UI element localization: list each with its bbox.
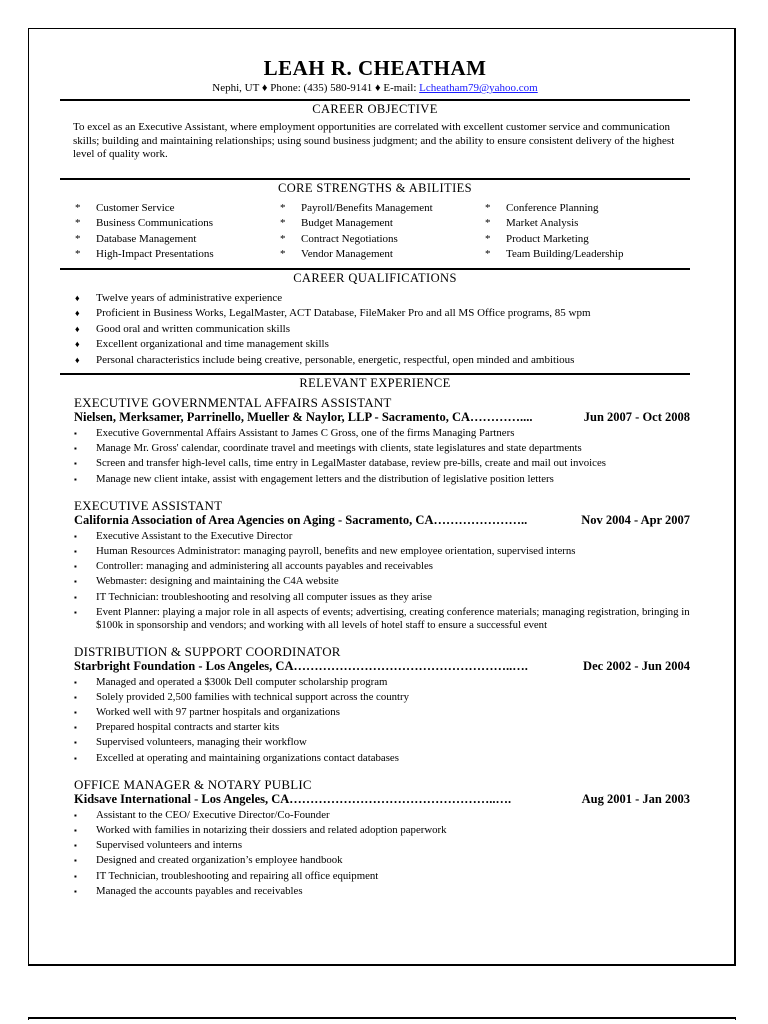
bullet-square: ▪ [74,607,77,617]
duty-item [74,853,690,868]
qualification-text: Proficient in Business Works, LegalMaster, ACT Database, FileMaker Pro and all MS Office programs, 85 wpm [96,307,591,319]
job-employer-line [74,410,690,425]
duty-item [74,544,690,559]
duty-item [74,426,690,441]
job-dates: Nov 2004 - Apr 2007 [581,512,690,527]
bullet-star: * [485,217,491,229]
duty-item [74,705,690,720]
phone: Phone: (435) 580-9141 [270,82,373,94]
bullet-square: ▪ [74,592,77,602]
job-employer: Kidsave International - Los Angeles, CA [74,791,290,806]
qualification-text: Excellent organizational and time management skills [96,338,329,350]
bullet-star: * [280,248,286,260]
bullet-square: ▪ [74,841,77,851]
objective-text: To excel as an Executive Assistant, where employment opportunities are correlated with excellent customer service and communication skills; building and maintaining relationships; using sound business judgment; and the ability to ensure consistent delivery of the highest level of quality work. [73,121,675,160]
duty-item [74,472,690,487]
duty-text: Manage new client intake, assist with engagement letters and the distribution of legislative position letters [96,472,554,485]
job-title: DISTRIBUTION & SUPPORT COORDINATOR [74,643,341,659]
bullet-square: ▪ [74,692,77,702]
bullet-square: ▪ [74,886,77,896]
job-entry [60,395,690,487]
job-entry [60,644,690,766]
bullet-square: ▪ [74,708,77,718]
contact-line [60,81,690,95]
job-employer: Nielsen, Merksamer, Parrinello, Mueller & Naylor, LLP - Sacramento, CA [74,410,470,424]
email-link[interactable]: Lcheatham79@yahoo.com [419,82,538,94]
duty-text: Worked with families in notarizing their dossiers and related adoption paperwork [96,824,447,837]
duty-item [74,690,690,705]
strength-label: High-Impact Presentations [96,248,214,260]
qualification-text: Personal characteristics include being creative, personable, energetic, respectful, open minded and ambitious [96,353,575,366]
job-title: OFFICE MANAGER & NOTARY PUBLIC [74,776,312,792]
strength-label: Team Building/Leadership [506,248,624,260]
duty-item [74,751,690,766]
bullet-star: * [280,201,286,214]
bullet-diamond: ♦ [75,323,80,334]
strength-item [485,201,690,217]
duty-text: Executive Assistant to the Executive Director [96,529,293,542]
job-employer-line [74,792,690,807]
section-heading-experience: RELEVANT EXPERIENCE [60,373,690,391]
bullet-square: ▪ [74,677,77,687]
strengths-column [485,201,690,263]
qualification-item [75,353,690,369]
duty-item [74,590,690,605]
strength-item [485,232,690,248]
duty-item [74,441,690,456]
leader-dots: ………….... [470,410,533,424]
bullet-star: * [75,217,81,229]
next-page-edge [28,1017,736,1020]
strength-item [280,201,485,217]
duty-text: Designed and created organization’s employee handbook [96,854,343,867]
strength-label: Conference Planning [506,201,599,214]
duty-text: Prepared hospital contracts and starter kits [96,721,280,734]
bullet-star: * [485,201,491,214]
strength-label: Market Analysis [506,217,579,229]
candidate-name: LEAH R. CHEATHAM [263,56,487,80]
bullet-diamond: ♦ [75,308,80,318]
bullet-square: ▪ [74,753,77,763]
job-dates: Jun 2007 - Oct 2008 [583,410,690,424]
job-entry [60,498,690,633]
bullet-square: ▪ [74,531,77,541]
qualifications-list [75,291,690,369]
duty-text: IT Technician: troubleshooting and resolving all computer issues as they arise [96,590,432,603]
strength-label: Budget Management [301,217,393,229]
job-employer-line [74,513,690,528]
strength-label: Payroll/Benefits Management [301,201,433,214]
job-title: EXECUTIVE GOVERNMENTAL AFFAIRS ASSISTANT [74,395,392,410]
duty-item [74,605,690,633]
bullet-star: * [280,217,286,229]
duty-item [74,884,690,899]
duty-item [74,574,690,589]
duty-text: Solely provided 2,500 families with technical support across the country [96,690,410,703]
bullet-square: ▪ [74,459,77,469]
bullet-diamond: ♦ [75,292,80,303]
location: Nephi, UT [212,82,260,94]
duty-item [74,456,690,471]
duty-text: Event Planner: playing a major role in all aspects of events; advertising, creating conference materials; managing registration, bringing in $100k in sponsorship and vendors; and working with all levels of hotel staff to ensure a successful event [96,605,690,632]
duty-text: Excelled at operating and maintaining organizations contact databases [96,751,399,764]
experience-list [60,395,690,899]
duty-text: IT Technician, troubleshooting and repairing all office equipment [96,869,379,882]
strengths-column [75,201,280,263]
duty-text: Executive Governmental Affairs Assistant to James C Gross, one of the firms Managing Partners [96,427,515,439]
bullet-square: ▪ [74,738,77,748]
strength-label: Customer Service [96,201,175,214]
bullet-star: * [75,232,81,245]
strength-item [280,216,485,232]
qualification-item [75,306,690,322]
bullet-diamond: ♦ [75,354,80,365]
duty-text: Manage Mr. Gross' calendar, coordinate travel and meetings with clients, state legislatures and state departments [96,442,582,455]
bullet-square: ▪ [74,562,77,572]
duty-item [74,735,690,750]
leader-dots: ……………………………………………..…. [293,658,528,673]
duty-text: Webmaster: designing and maintaining the C4A website [96,575,339,588]
bullet-square: ▪ [74,547,77,557]
leader-dots: …………………………………………..…. [289,791,512,806]
strength-item [280,247,485,263]
bullet-square: ▪ [74,577,77,587]
resume [60,56,690,899]
strength-item [280,232,485,248]
job-employer: California Association of Area Agencies on Aging - Sacramento, CA [74,512,434,527]
duty-item [74,675,690,690]
bullet-square: ▪ [74,856,77,866]
duty-text: Human Resources Administrator: managing payroll, benefits and new employee orientation, supervised interns [96,545,576,558]
job-employer-line [74,659,690,674]
section-heading-qualifications: CAREER QUALIFICATIONS [60,268,690,286]
duty-text: Managed the accounts payables and receivables [96,884,303,897]
separator: ♦ [261,82,268,94]
bullet-square: ▪ [74,444,77,454]
duty-item [74,720,690,735]
bullet-star: * [485,232,491,245]
strength-item [485,216,690,232]
strength-item [75,247,280,263]
bullet-square: ▪ [74,474,77,484]
duty-text: Supervised volunteers, managing their workflow [96,736,307,749]
strength-label: Business Communications [96,217,214,229]
bullet-square: ▪ [74,810,77,820]
strength-item [75,216,280,232]
strengths-grid [75,201,690,263]
qualification-text: Twelve years of administrative experience [96,291,283,304]
email-label: E-mail: [383,82,417,94]
strength-label: Product Marketing [506,232,589,245]
duty-text: Managed and operated a $300k Dell computer scholarship program [96,675,388,688]
bullet-diamond: ♦ [75,339,80,349]
bullet-star: * [485,248,491,260]
section-heading-strengths: CORE STRENGTHS & ABILITIES [60,178,690,196]
separator: ♦ [375,82,381,94]
bullet-star: * [280,232,286,245]
strength-item [485,247,690,263]
strength-item [75,201,280,217]
qualification-item [75,337,690,353]
strength-label: Vendor Management [301,248,393,260]
duty-item [74,808,690,823]
bullet-star: * [75,201,81,214]
duty-item [74,869,690,884]
duty-item [74,838,690,853]
duty-item [74,559,690,574]
job-dates: Dec 2002 - Jun 2004 [583,658,690,673]
duty-item [74,529,690,544]
strength-item [75,232,280,248]
duty-list [74,808,690,899]
duty-text: Assistant to the CEO/ Executive Director/Co-Founder [96,808,330,821]
bullet-square: ▪ [74,826,77,836]
duty-text: Screen and transfer high-level calls, time entry in LegalMaster database, review pre-bills, create and mail out invoices [96,457,606,470]
section-heading-objective: CAREER OBJECTIVE [60,99,690,117]
bullet-square: ▪ [74,723,77,733]
duty-text: Supervised volunteers and interns [96,839,243,852]
duty-list [74,426,690,487]
duty-text: Worked well with 97 partner hospitals and organizations [96,706,340,719]
leader-dots: ………………….. [433,512,528,527]
qualification-item [75,322,690,338]
job-employer: Starbright Foundation - Los Angeles, CA [74,658,294,673]
duty-list [74,675,690,766]
strength-label: Database Management [96,232,197,245]
duty-item [74,823,690,838]
job-entry [60,777,690,899]
strengths-column [280,201,485,263]
bullet-star: * [75,248,81,260]
duty-list [74,529,690,633]
job-title: EXECUTIVE ASSISTANT [74,497,223,513]
bullet-square: ▪ [74,429,77,438]
qualification-item [75,291,690,307]
strength-label: Contract Negotiations [301,232,398,245]
qualification-text: Good oral and written communication skills [96,322,290,335]
job-dates: Aug 2001 - Jan 2003 [581,791,690,806]
bullet-square: ▪ [74,871,77,881]
duty-text: Controller: managing and administering all accounts payables and receivables [96,560,433,573]
